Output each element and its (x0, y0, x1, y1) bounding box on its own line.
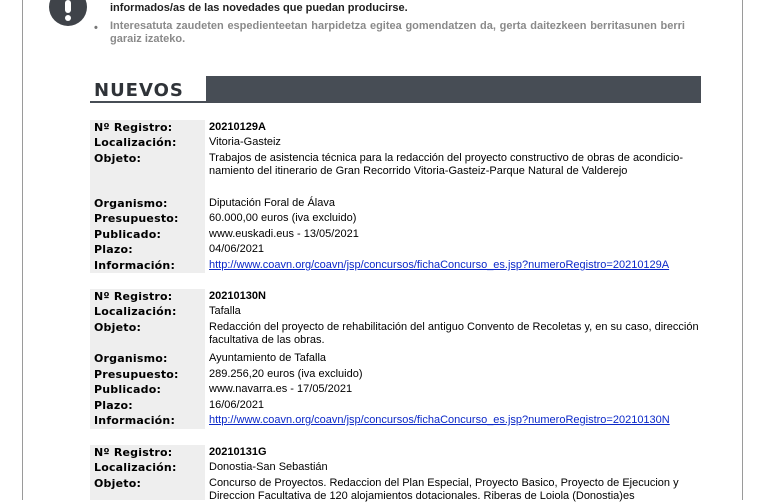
label-presupuesto: Presupuesto: (94, 212, 179, 225)
label-informacion: Información: (94, 414, 176, 427)
label-objeto: Objeto: (94, 152, 142, 165)
section-title: NUEVOS (94, 80, 184, 101)
label-localizacion: Localización: (94, 305, 177, 318)
notice-bullet: • (94, 22, 98, 34)
value-plazo: 04/06/2021 (209, 243, 265, 255)
section-title-underline (90, 101, 206, 103)
page-frame-right (742, 0, 743, 500)
label-publicado: Publicado: (94, 228, 162, 241)
value-objeto: Trabajos de asistencia técnica para la redacción del proyecto constructivo de obras de acondicio-namiento del itinerario de Gran Recorrido Vitoria-Gasteiz-Parque Natural de Valderejo (209, 152, 684, 177)
label-publicado: Publicado: (94, 383, 162, 396)
label-localizacion: Localización: (94, 136, 177, 149)
label-objeto: Objeto: (94, 321, 142, 334)
page-frame-left (22, 0, 23, 500)
label-registro: Nº Registro: (94, 290, 173, 303)
label-organismo: Organismo: (94, 197, 168, 210)
value-objeto: Redacción del proyecto de rehabilitación del antiguo Convento de Recoletas y, en su caso, dirección facultativa de las obras. (209, 321, 699, 346)
value-organismo: Diputación Foral de Álava (209, 197, 335, 209)
value-localizacion: Tafalla (209, 305, 241, 317)
informacion-link[interactable]: http://www.coavn.org/coavn/jsp/concursos/fichaConcurso_es.jsp?numeroRegistro=20210129A (209, 259, 670, 271)
value-informacion (209, 414, 699, 427)
value-localizacion: Vitoria-Gasteiz (209, 136, 281, 148)
label-organismo: Organismo: (94, 352, 168, 365)
value-registro: 20210129A (209, 121, 266, 133)
label-informacion: Información: (94, 259, 176, 272)
informacion-link[interactable]: http://www.coavn.org/coavn/jsp/concursos/fichaConcurso_es.jsp?numeroRegistro=20210130N (209, 414, 670, 426)
label-objeto: Objeto: (94, 477, 142, 490)
value-registro: 20210131G (209, 446, 267, 458)
notice-line-2: Interesatuta zaudeten espedienteetan harpidetza egitea gomendatzen da, gerta daitezkeen berritasunen berri garaiz izateko. (110, 20, 685, 45)
value-localizacion: Donostia-San Sebastián (209, 461, 328, 473)
section-title-cell (90, 76, 206, 103)
label-registro: Nº Registro: (94, 446, 173, 459)
value-publicado: www.navarra.es - 17/05/2021 (209, 383, 353, 395)
label-registro: Nº Registro: (94, 121, 173, 134)
label-plazo: Plazo: (94, 399, 133, 412)
value-organismo: Ayuntamiento de Tafalla (209, 352, 327, 364)
notice-line-1: informados/as de las novedades que puedan producirse. (110, 2, 408, 14)
label-plazo: Plazo: (94, 243, 133, 256)
value-registro: 20210130N (209, 290, 266, 302)
label-localizacion: Localización: (94, 461, 177, 474)
value-plazo: 16/06/2021 (209, 399, 265, 411)
section-header-nuevos (90, 76, 701, 103)
value-objeto: Concurso de Proyectos. Redaccion del Plan Especial, Proyecto Basico, Proyecto de Ejecucion y Direccion Facultativa de 120 alojamientos dotacionales. Riberas de Loiola (Donostia)es (209, 477, 679, 502)
value-presupuesto: 289.256,20 euros (iva excluido) (209, 368, 363, 380)
value-publicado: www.euskadi.eus - 13/05/2021 (209, 228, 359, 240)
value-presupuesto: 60.000,00 euros (iva excluido) (209, 212, 357, 224)
value-informacion (209, 259, 699, 272)
label-presupuesto: Presupuesto: (94, 368, 179, 381)
exclamation-icon (49, 0, 87, 26)
